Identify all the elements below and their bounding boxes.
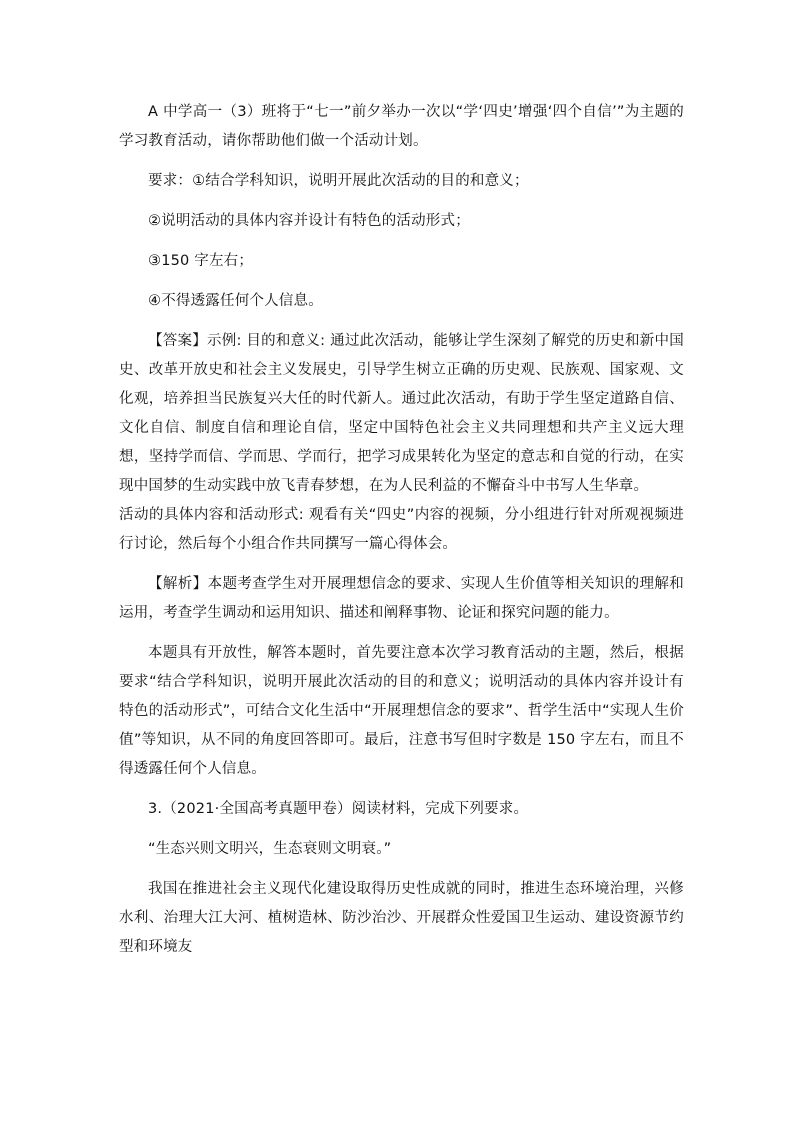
- requirement-2: ②说明活动的具体内容并设计有特色的活动形式；: [148, 213, 470, 229]
- requirement-1: 要求：①结合学科知识，说明开展此次活动的目的和意义；: [148, 173, 529, 189]
- analysis-text: 本题考查学生对开展理想信念的要求、实现人生价值等相关知识的理解和运用，考查学生调动和运用知识、描述和阐释事物、论证和探究问题的能力。: [119, 576, 684, 621]
- answer-text: 示例: 目的和意义: 通过此次活动，能够让学生深刻了解党的历史和新中国史、改革开放史和社会主义发展史，引导学生树立正确的历史观、民族观、国家观、文化观，培养担当民族复兴大任的时代新人。通过此次活动，有助于学生坚定道路自信、文化自信、制度自信和理论自信，坚定中国特色社会主义共同理想和共产主义远大理想，坚持学而信、学而思、学而行，把学习成果转化为坚定的意志和自觉的行动，在实现中国梦的生动实践中放飞青春梦想，在为人民利益的不懈奋斗中书写人生华章。: [119, 333, 684, 494]
- question-intro: A 中学高一（3）班将于“七一”前夕举办一次以“学‘四史’增强‘四个自信’”为主题的学习教育活动，请你帮助他们做一个活动计划。: [119, 104, 684, 149]
- analysis-label: 【解析】: [148, 576, 208, 592]
- answer-label: 【答案】: [148, 333, 207, 349]
- requirement-3: ③150 字左右；: [148, 253, 254, 269]
- analysis-paragraph: [119, 570, 684, 628]
- answer-paragraph: [119, 327, 684, 501]
- document-content: [119, 98, 684, 962]
- question-3-body: 我国在推进社会主义现代化建设取得历史性成就的同时，推进生态环境治理，兴修水利、治理大江大河、植树造林、防沙治沙、开展群众性爱国卫生运动、建设资源节约型和环境友: [119, 881, 684, 955]
- analysis-detail: 本题具有开放性，解答本题时，首先要注意本次学习教育活动的主题，然后，根据要求“结合学科知识，说明开展此次活动的目的和意义；说明活动的具体内容并设计有特色的活动形式”，可结合文化生活中“开展理想信念的要求”、哲学生活中“实现人生价值”等知识，从不同的角度回答即可。最后，注意书写但时字数是 150 字左右，而且不得透露任何个人信息。: [119, 645, 684, 777]
- question-3-title: 3.（2021·全国高考真题甲卷）阅读材料，完成下列要求。: [148, 801, 529, 817]
- question-3-quote: “生态兴则文明兴，生态衰则文明衰。”: [148, 841, 392, 857]
- answer-form-paragraph: 活动的具体内容和活动形式: 观看有关“四史”内容的视频，分小组进行针对所观视频进行讨论，然后每个小组合作共同撰写一篇心得体会。: [119, 507, 684, 552]
- requirement-4: ④不得透露任何个人信息。: [148, 293, 323, 309]
